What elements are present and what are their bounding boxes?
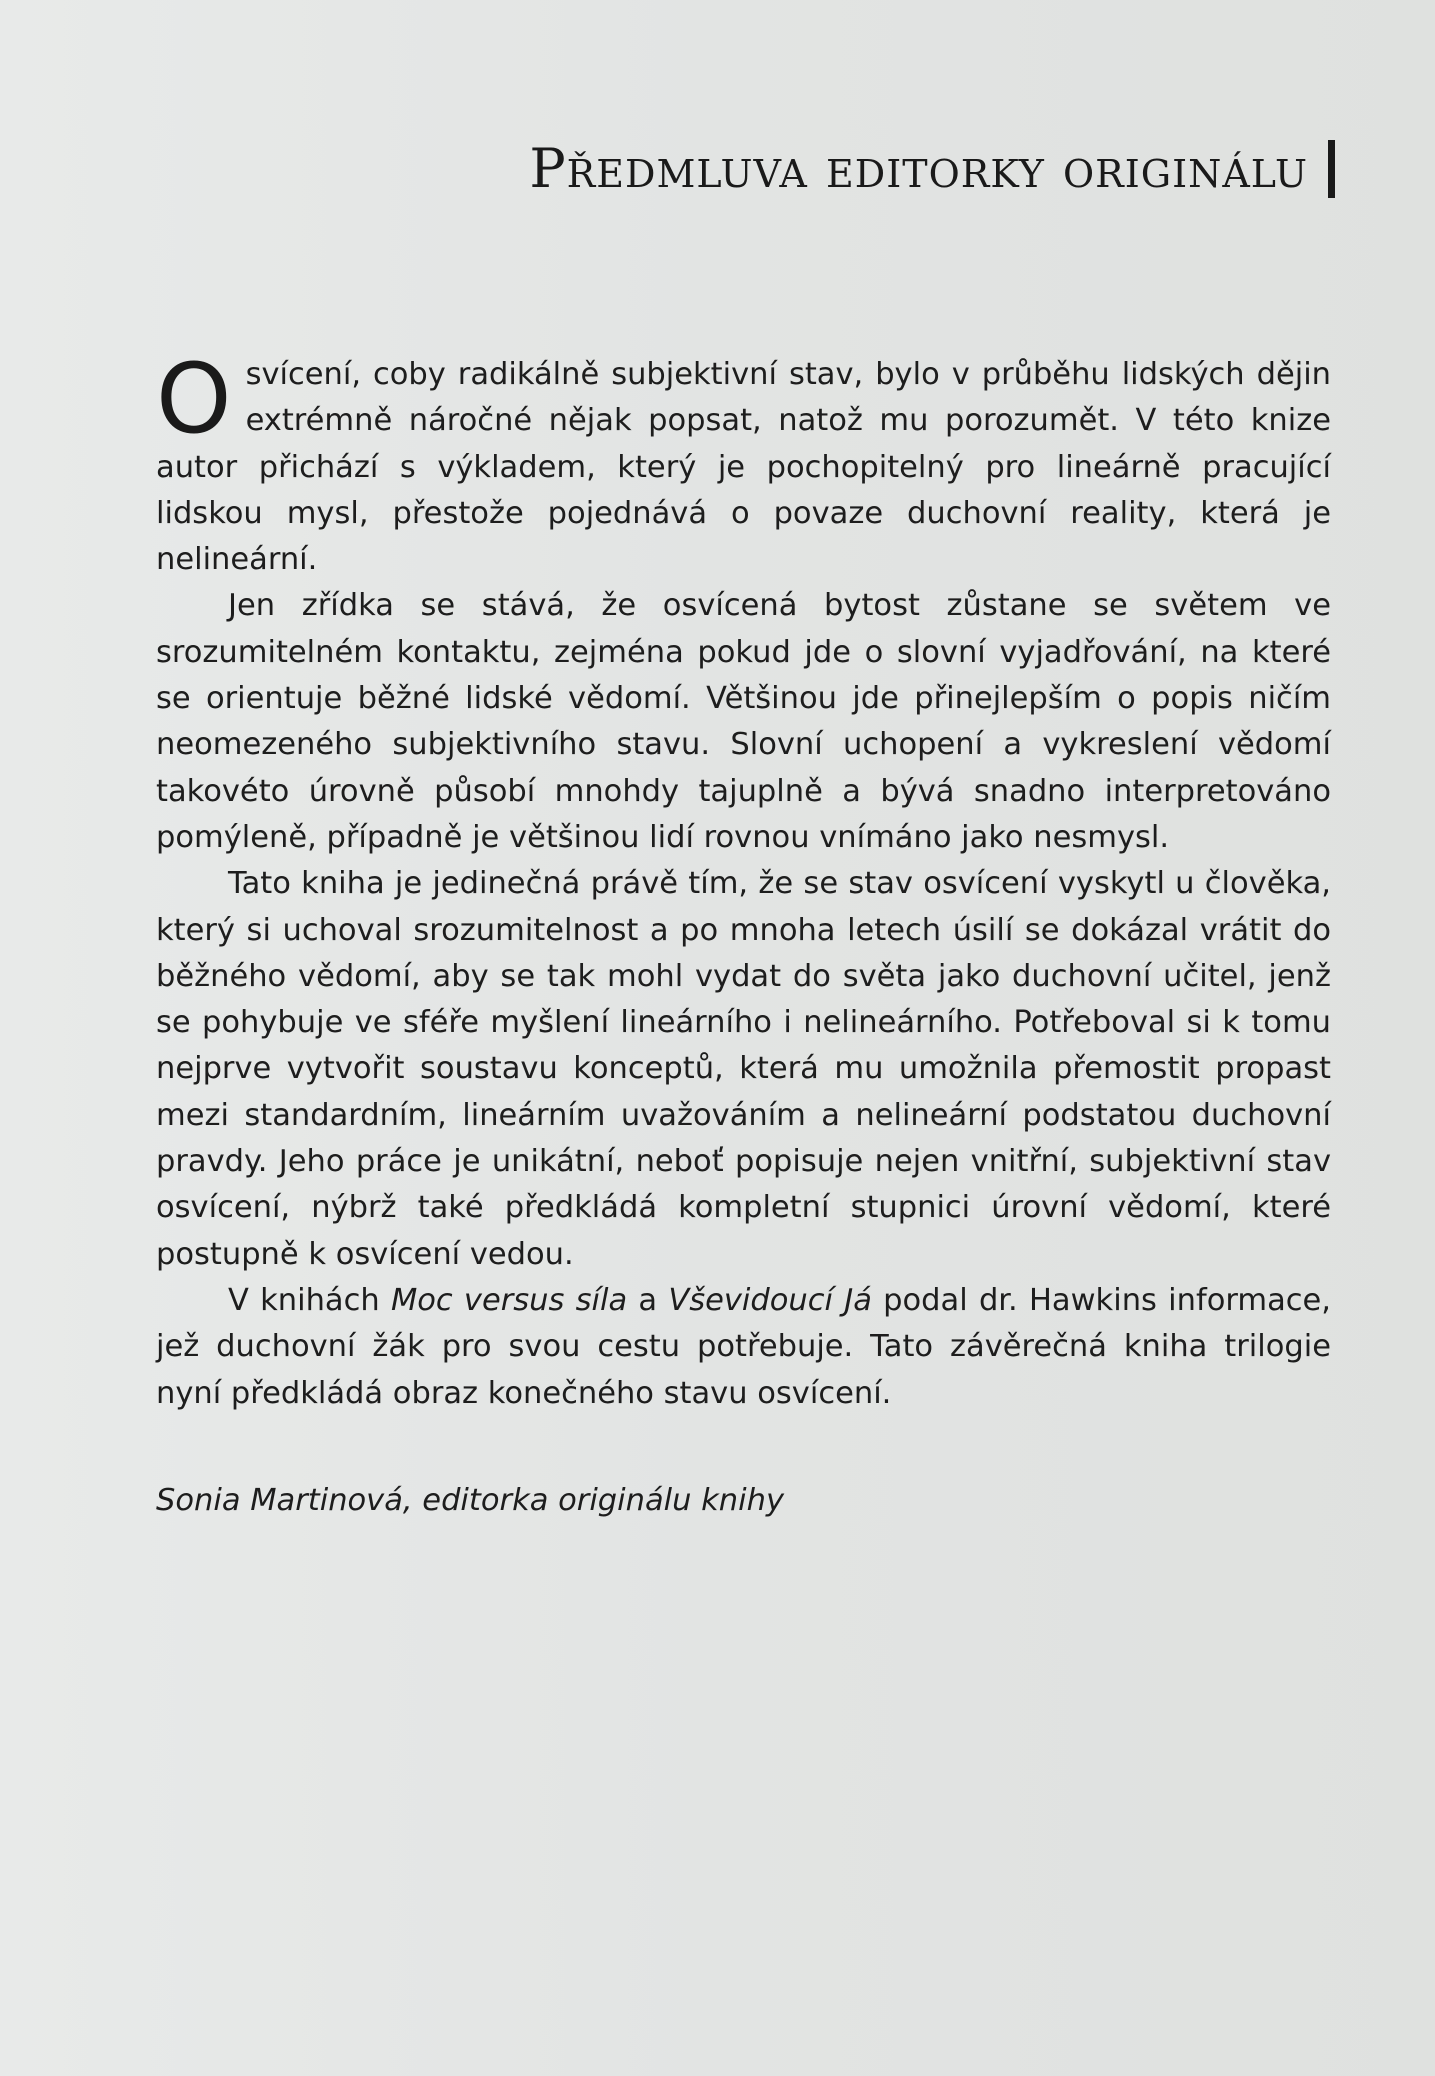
- drop-cap: O: [156, 343, 232, 455]
- chapter-title: Předmluva editorky originálu: [529, 137, 1308, 200]
- paragraph-4-part-2: a: [627, 1282, 669, 1318]
- paragraph-3: Tato kniha je jedinečná právě tím, že se stav osvícení vyskytl u člověka, který si uchoval srozumitelnost a po mnoha letech úsilí se dokázal vrátit do běžného vědomí, aby se tak mohl vydat do světa jako duchovní učitel, jenž se pohybuje ve sféře myšlení lineárního i nelineárního. Potřeboval si k tomu nejprve vytvořit soustavu konceptů, která mu umožnila přemostit propast mezi standardním, lineárním uvažováním a nelineární podstatou duchovní pravdy. Jeho práce je unikátní, neboť popisuje nejen vnitřní, subjektivní stav osvícení, nýbrž také předkládá kompletní stupnici úrovní vědomí, které postupně k osvícení vedou.: [156, 866, 1331, 1272]
- paragraph-2: Jen zřídka se stává, že osvícená bytost zůstane se světem ve srozumitelném kontaktu, zejména pokud jde o slovní vyjadřování, na které se orientuje běžné lidské vědomí. Většinou jde přinejlepším o popis ničím neomezeného subjektivního stavu. Slovní uchopení a vykreslení vědomí takovéto úrovně působí mnohdy tajuplně a bývá snadno interpretováno pomýleně, případně je většinou lidí rovnou vnímáno jako nesmysl.: [156, 588, 1331, 855]
- paragraph-4-part-1: V knihách: [228, 1282, 391, 1318]
- heading-marker-bar: [1328, 140, 1335, 198]
- paragraph-1-text: svícení, coby radikálně subjektivní stav, bylo v průběhu lidských dějin extrémně náročné nějak popsat, natož mu porozumět. V této knize autor přichází s výkladem, který je pochopitelný pro lineárně pracující lidskou mysl, přestože pojednává o povaze duchovní reality, která je nelineární.: [156, 357, 1331, 578]
- book-title-2: Vševidoucí Já: [668, 1282, 872, 1318]
- book-title-1: Moc versus síla: [390, 1282, 628, 1318]
- body-text: [156, 343, 1331, 1417]
- paragraph-4: [156, 1278, 1331, 1417]
- paragraph-1: [156, 343, 1331, 583]
- paragraph-4-part-3: podal dr. Hawkins informace, jež duchovní žák pro svou cestu potřebuje. Tato závěrečná kniha trilogie nyní předkládá obraz konečného stavu osvícení.: [156, 1282, 1331, 1411]
- chapter-heading: [529, 137, 1335, 200]
- signature: Sonia Martinová, editorka originálu knihy: [156, 1483, 784, 1518]
